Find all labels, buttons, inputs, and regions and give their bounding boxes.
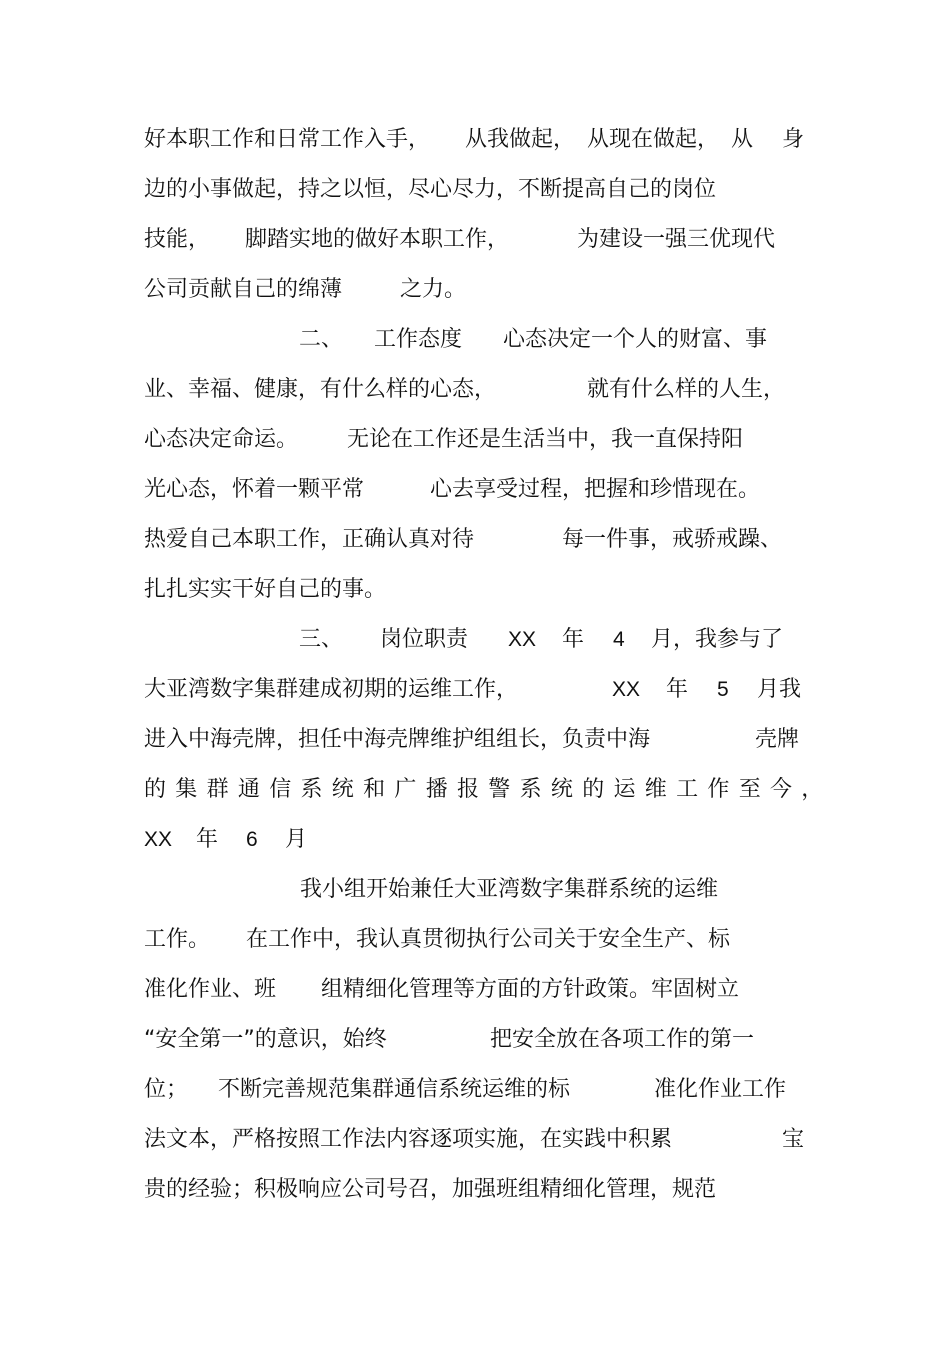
text-segment: XX (508, 628, 537, 651)
text-line (0, 1070, 950, 1110)
text-segment: 从现在做起， (587, 127, 720, 152)
text-segment: 工作。 (144, 927, 211, 952)
text-segment: 心态决定一个人的财富、事 (503, 327, 768, 352)
text-line (0, 370, 950, 410)
text-segment: 宝 (782, 1127, 805, 1152)
text-segment: 大亚湾数字集群建成初期的运维工作， (144, 677, 519, 702)
text-segment: 年 (666, 677, 689, 702)
text-segment: 年 (196, 827, 219, 852)
text-line (0, 1120, 950, 1160)
section-title: 岗位职责 (380, 627, 469, 652)
text-segment: 每一件事，戒骄戒躁、 (562, 527, 783, 552)
text-segment: 贵的经验；积极响应公司号召，加强班组精细化管理，规范 (144, 1177, 717, 1202)
text-segment: 从 (731, 127, 754, 152)
text-segment: 壳牌 (755, 727, 800, 752)
text-segment: 准化作业、班 (144, 977, 277, 1002)
text-line (0, 670, 950, 710)
text-segment: 热爱自己本职工作，正确认真对待 (144, 527, 475, 552)
text-line (0, 820, 950, 860)
text-segment: 边的小事做起，持之以恒，尽心尽力，不断提高自己的岗位 (144, 177, 717, 202)
text-line (0, 470, 950, 510)
text-segment: 6 (246, 828, 258, 851)
text-segment: 身 (782, 127, 805, 152)
text-segment: 我小组开始兼任大亚湾数字集群系统的运维 (300, 877, 719, 902)
section-heading-line (0, 620, 950, 660)
text-segment: 年 (562, 627, 585, 652)
text-line (0, 120, 950, 160)
text-line (0, 220, 950, 260)
text-line (0, 1020, 950, 1060)
text-segment: 业、幸福、健康，有什么样的心态， (144, 377, 497, 402)
section-heading-line (0, 320, 950, 360)
text-line (0, 420, 950, 460)
text-segment: 技能， (144, 227, 211, 252)
text-segment: 月我 (757, 677, 802, 702)
text-line (0, 970, 950, 1010)
text-segment: 4 (613, 628, 625, 651)
text-segment: 法文本，严格按照工作法内容逐项实施，在实践中积累 (144, 1127, 673, 1152)
text-segment: 不断完善规范集群通信系统运维的标 (218, 1077, 571, 1102)
text-segment: 无论在工作还是生活当中，我一直保持阳 (347, 427, 744, 452)
text-segment: 位； (144, 1077, 189, 1102)
text-line (0, 870, 950, 910)
text-segment: 进入中海壳牌，担任中海壳牌维护组组长，负责中海 (144, 727, 651, 752)
text-segment: 的集群通信系统和广播报警系统的运维工作至今， (144, 777, 833, 802)
section-number: 二、 (299, 327, 344, 352)
text-line (0, 770, 950, 810)
text-line (0, 1170, 950, 1210)
text-line (0, 570, 950, 610)
section-title: 工作态度 (374, 327, 463, 352)
text-segment: 扎扎实实干好自己的事。 (144, 577, 387, 602)
text-segment: 好本职工作和日常工作入手， (144, 127, 431, 152)
text-line (0, 520, 950, 560)
text-segment: 把安全放在各项工作的第一 (490, 1027, 755, 1052)
text-segment: 从我做起， (465, 127, 576, 152)
text-segment: 之力。 (400, 277, 467, 302)
text-line (0, 720, 950, 760)
text-segment: 心态决定命运。 (144, 427, 299, 452)
text-segment: 月，我参与了 (651, 627, 784, 652)
text-segment: 为建设一强三优现代 (577, 227, 776, 252)
text-segment: “安全第一”的意识，始终 (144, 1027, 387, 1052)
text-segment: 准化作业工作 (654, 1077, 787, 1102)
section-number: 三、 (299, 627, 344, 652)
text-segment: 就有什么样的人生， (587, 377, 786, 402)
text-segment: XX (144, 828, 173, 851)
text-line (0, 170, 950, 210)
text-segment: 脚踏实地的做好本职工作， (245, 227, 510, 252)
text-segment: 心去享受过程，把握和珍惜现在。 (430, 477, 761, 502)
text-segment: 公司贡献自己的绵薄 (144, 277, 343, 302)
text-segment: 5 (717, 678, 729, 701)
text-segment: 光心态，怀着一颗平常 (144, 477, 365, 502)
text-segment: 组精细化管理等方面的方针政策。牢固树立 (321, 977, 740, 1002)
text-segment: XX (612, 678, 641, 701)
text-line (0, 270, 950, 310)
text-segment: 月 (285, 827, 308, 852)
text-line (0, 920, 950, 960)
text-segment: 在工作中，我认真贯彻执行公司关于安全生产、标 (246, 927, 731, 952)
